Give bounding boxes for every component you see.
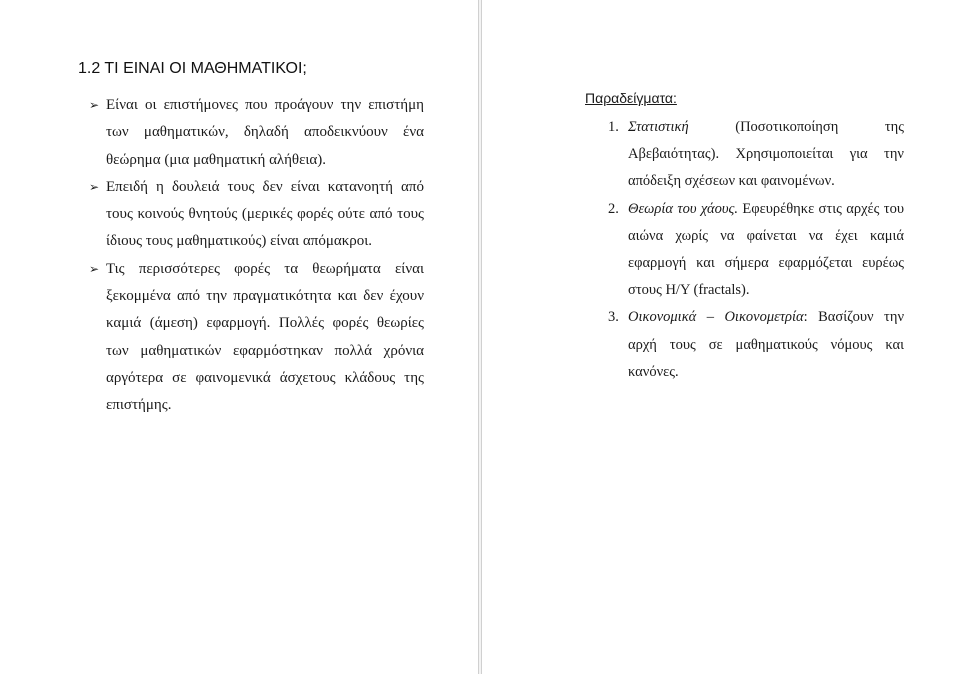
list-item	[86, 174, 424, 256]
list-item	[86, 256, 424, 420]
item-text: Εφευρέθηκε στις αρχές του αιώνα χωρίς να φαίνεται να έχει καμιά εφαρμογή και σήμερα εφαρμόζεται ευρέως στους Η/Υ (fractals).	[628, 200, 904, 299]
item-term: Θεωρία του χάους.	[628, 200, 739, 217]
list-item-text: Τις περισσότερες φορές τα θεωρήματα είναι ξεκομμένα από την πραγματικότητα και δεν έχουν καμιά (άμεση) εφαρμογή. Πολλές φορές θεωρίες των μαθηματικών εφαρμόστηκαν πολλά χρόνια αργότερα σε φαινομενικά άσχετους κλάδους της επιστήμης.	[106, 260, 424, 414]
left-page	[0, 0, 479, 674]
arrow-bullet-icon: ➢	[89, 179, 100, 194]
item-text: (Ποσοτικοποίηση της Αβεβαιότητας). Χρησιμοποιείται για την απόδειξη σχέσεων και φαινομένων.	[628, 119, 904, 190]
section-heading: 1.2 ΤΙ ΕΙΝΑΙ ΟΙ ΜΑΘΗΜΑΤΙΚΟΙ;	[78, 60, 307, 77]
item-number: 2.	[608, 200, 619, 217]
examples-list	[608, 114, 904, 386]
list-item	[86, 92, 424, 174]
item-term: Στατιστική	[628, 119, 689, 135]
examples-title: Παραδείγματα:	[585, 90, 677, 106]
item-text: : Βασίζουν την αρχή τους σε μαθηματικούς νόμους και κανόνες.	[628, 309, 905, 380]
arrow-bullet-icon: ➢	[89, 261, 100, 276]
list-item	[608, 196, 904, 305]
item-term: Οικονομικά – Οικονομετρία	[628, 309, 804, 326]
bullet-list	[86, 92, 424, 420]
arrow-bullet-icon: ➢	[89, 98, 100, 112]
item-number: 1.	[608, 119, 619, 135]
list-item-text: Επειδή η δουλειά τους δεν είναι κατανοητή από τους κοινούς θνητούς (μερικές φορές ούτε από τους ίδιους τους μαθηματικούς) είναι απόμακροι.	[106, 178, 424, 250]
list-item-text: Είναι οι επιστήμονες που προάγουν την επιστήμη των μαθηματικών, δηλαδή αποδεικνύουν ένα θεώρημα (μια μαθηματική αλήθεια).	[106, 97, 424, 168]
list-item	[608, 114, 904, 196]
list-item	[608, 304, 904, 386]
item-number: 3.	[608, 309, 619, 326]
